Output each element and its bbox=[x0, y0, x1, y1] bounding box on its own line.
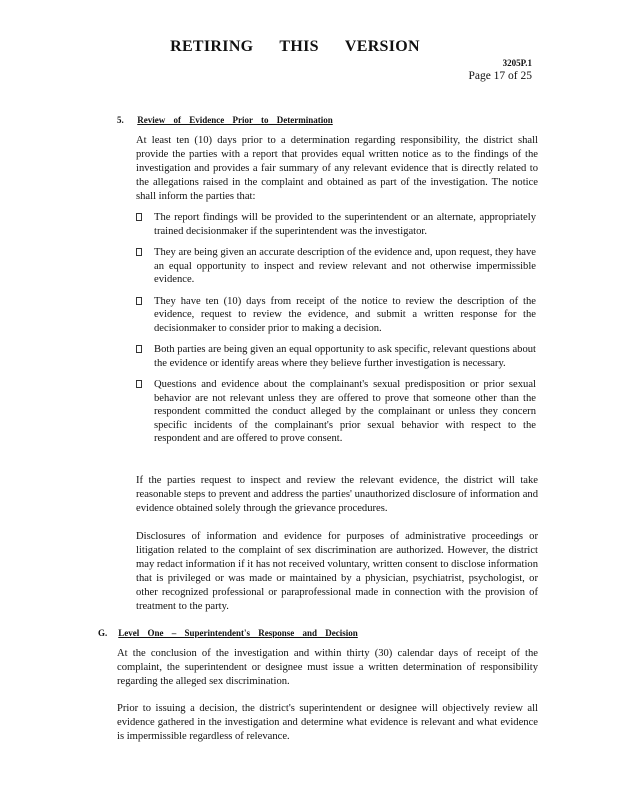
section-g-heading bbox=[98, 628, 538, 638]
bullet-text: Both parties are being given an equal opportunity to ask specific, relevant questions about the evidence or identify areas where they believe further investigation is necessary. bbox=[154, 344, 536, 369]
square-bullet-icon bbox=[136, 345, 142, 353]
bullet-text: They have ten (10) days from receipt of the notice to review the description of the evidence, request to review the evidence, and submit a written response for the decisionmaker to consider prior to making a decision. bbox=[154, 295, 536, 334]
bullet-item bbox=[136, 378, 536, 446]
section-5-paragraph-3: Disclosures of information and evidence for purposes of administrative proceedings or litigation related to the complaint of sex discrimination are authorized. However, the district may redact information if it has not received voluntary, written consent to disclose information that is privileged or was made or maintained by a physician, psychiatrist, psychologist, or other recognized professional or paraprofessional made in connection with the provision of treatment to the party. bbox=[136, 531, 538, 612]
section-g-number: G. bbox=[98, 628, 108, 638]
bullet-item bbox=[136, 246, 536, 287]
square-bullet-icon bbox=[136, 380, 142, 388]
bullet-text: The report findings will be provided to the superintendent or an alternate, appropriately trained decisionmaker if the superintendent was the investigator. bbox=[154, 212, 536, 237]
section-5-intro: At least ten (10) days prior to a determination regarding responsibility, the district shall provide the parties with a report that provides equal written notice as to the findings of the investigation and provides a fair summary of any relevant evidence that is directly related to the allegations raised in the complaint and obtained as part of the investigation. The notice shall inform the parties that: bbox=[136, 135, 538, 202]
bullet-text: They are being given an accurate description of the evidence and, upon request, they have an equal opportunity to inspect and review relevant and not otherwise impermissible evidence. bbox=[154, 247, 536, 285]
section-5-title: Review of Evidence Prior to Determination bbox=[137, 115, 333, 125]
document-code: 3205P.1 bbox=[502, 58, 532, 68]
section-g-paragraph-1: At the conclusion of the investigation and within thirty (30) calendar days of receipt of the complaint, the superintendent or designee must issue a written determination of responsibility regarding the alleged sex discrimination. bbox=[117, 648, 538, 687]
page-number: Page 17 of 25 bbox=[468, 70, 532, 82]
bullet-item bbox=[136, 211, 536, 238]
bullet-text: Questions and evidence about the complainant's sexual predisposition or prior sexual behavior are not relevant unless they are offered to prove that someone other than the respondent committed the conduct alleged by the complainant or unless they concern specific incidents of the complainant's prior sexual behavior with respect to the respondent and are offered to prove consent. bbox=[154, 379, 536, 444]
square-bullet-icon bbox=[136, 213, 142, 221]
section-5-paragraph-2: If the parties request to inspect and review the relevant evidence, the district will take reasonable steps to prevent and address the parties' unauthorized disclosure of information and evidence obtained solely through the grievance procedures. bbox=[136, 475, 538, 514]
section-5-number: 5. bbox=[117, 115, 124, 125]
page-header-title: RETIRING THIS VERSION bbox=[170, 38, 420, 55]
section-5-heading bbox=[117, 115, 537, 125]
section-g-paragraph-2: Prior to issuing a decision, the district's superintendent or designee will objectively review all evidence gathered in the investigation and determine what evidence is relevant and what evidence is impermissible regardless of relevance. bbox=[117, 703, 538, 742]
bullet-item bbox=[136, 343, 536, 370]
square-bullet-icon bbox=[136, 297, 142, 305]
square-bullet-icon bbox=[136, 248, 142, 256]
section-g-title: Level One – Superintendent's Response and Decision bbox=[118, 628, 358, 638]
bullet-item bbox=[136, 295, 536, 336]
section-5-bullet-list bbox=[136, 211, 536, 454]
